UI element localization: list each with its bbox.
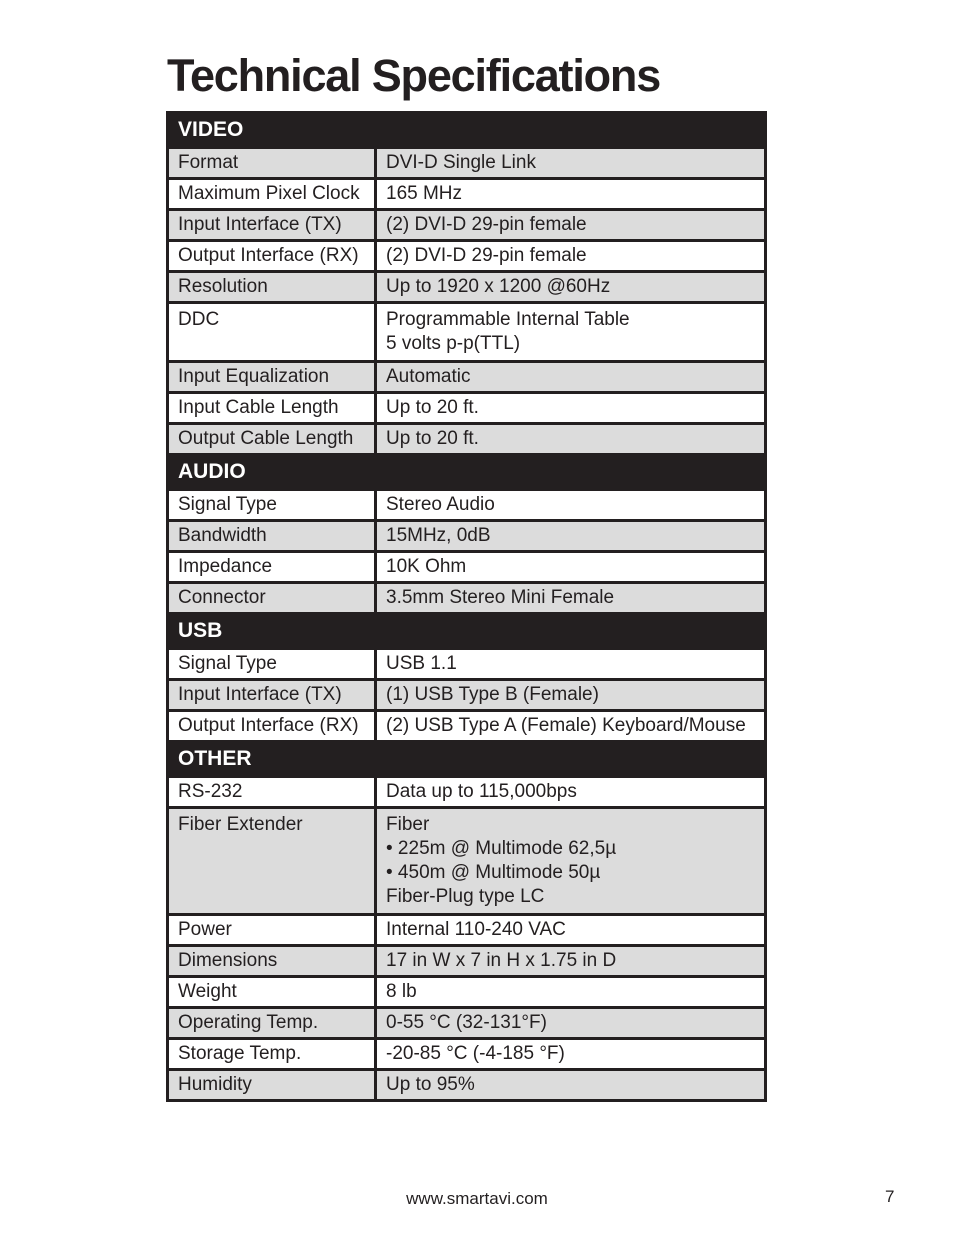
table-row — [168, 552, 766, 583]
spec-value: (2) DVI-D 29-pin female — [376, 210, 766, 241]
spec-value-line: Fiber — [386, 814, 430, 835]
spec-value: 8 lb — [376, 977, 766, 1008]
spec-value: Up to 20 ft. — [376, 424, 766, 455]
spec-label: Connector — [168, 583, 376, 614]
spec-table — [166, 111, 767, 1102]
spec-value: Stereo Audio — [376, 490, 766, 521]
spec-label: Storage Temp. — [168, 1039, 376, 1070]
table-row — [168, 680, 766, 711]
spec-value-line: Fiber-Plug type LC — [386, 886, 545, 907]
spec-value-line: 5 volts p-p(TTL) — [386, 333, 521, 354]
section-header-usb — [168, 614, 766, 649]
spec-label: Maximum Pixel Clock — [168, 179, 376, 210]
table-row — [168, 1039, 766, 1070]
spec-value: USB 1.1 — [376, 649, 766, 680]
spec-value: -20-85 °C (-4-185 °F) — [376, 1039, 766, 1070]
spec-label: Output Interface (RX) — [168, 241, 376, 272]
spec-value: 3.5mm Stereo Mini Female — [376, 583, 766, 614]
table-row — [168, 1070, 766, 1101]
spec-value: 15MHz, 0dB — [376, 521, 766, 552]
spec-label: RS-232 — [168, 777, 376, 808]
spec-value: Up to 1920 x 1200 @60Hz — [376, 272, 766, 303]
footer-url[interactable]: www.smartavi.com — [406, 1189, 548, 1208]
table-row — [168, 583, 766, 614]
table-row — [168, 362, 766, 393]
spec-value: (2) USB Type A (Female) Keyboard/Mouse — [376, 711, 766, 742]
spec-label: Dimensions — [168, 946, 376, 977]
spec-label: Signal Type — [168, 649, 376, 680]
spec-value: 10K Ohm — [376, 552, 766, 583]
spec-label: Impedance — [168, 552, 376, 583]
spec-value-line: • 450m @ Multimode 50µ — [386, 862, 601, 883]
spec-label: Input Cable Length — [168, 393, 376, 424]
spec-label: Output Interface (RX) — [168, 711, 376, 742]
spec-label: Signal Type — [168, 490, 376, 521]
spec-value: Automatic — [376, 362, 766, 393]
spec-label: DDC — [168, 303, 376, 362]
spec-label: Bandwidth — [168, 521, 376, 552]
section-heading: AUDIO — [168, 455, 766, 490]
spec-label: Humidity — [168, 1070, 376, 1101]
spec-label: Input Interface (TX) — [168, 680, 376, 711]
spec-value: (2) DVI-D 29-pin female — [376, 241, 766, 272]
spec-value: Internal 110-240 VAC — [376, 915, 766, 946]
table-row — [168, 711, 766, 742]
table-row — [168, 521, 766, 552]
spec-value-line: • 225m @ Multimode 62,5µ — [386, 838, 617, 859]
table-row — [168, 393, 766, 424]
section-header-audio — [168, 455, 766, 490]
spec-label: Weight — [168, 977, 376, 1008]
spec-value: Data up to 115,000bps — [376, 777, 766, 808]
section-header-video — [168, 113, 766, 148]
spec-table-body — [168, 113, 766, 1101]
table-row — [168, 210, 766, 241]
spec-value: (1) USB Type B (Female) — [376, 680, 766, 711]
table-row — [168, 1008, 766, 1039]
spec-label: Resolution — [168, 272, 376, 303]
spec-value: DVI-D Single Link — [376, 148, 766, 179]
spec-label: Power — [168, 915, 376, 946]
table-row — [168, 649, 766, 680]
spec-value: 0-55 °C (32-131°F) — [376, 1008, 766, 1039]
section-heading: VIDEO — [168, 113, 766, 148]
table-row — [168, 777, 766, 808]
table-row — [168, 272, 766, 303]
spec-value: 17 in W x 7 in H x 1.75 in D — [376, 946, 766, 977]
spec-value — [376, 303, 766, 362]
spec-value — [376, 808, 766, 915]
spec-label: Format — [168, 148, 376, 179]
table-row — [168, 808, 766, 915]
page-number: 7 — [885, 1187, 895, 1206]
spec-value: 165 MHz — [376, 179, 766, 210]
table-row — [168, 241, 766, 272]
table-row — [168, 490, 766, 521]
spec-label: Operating Temp. — [168, 1008, 376, 1039]
table-row — [168, 424, 766, 455]
table-row — [168, 915, 766, 946]
table-row — [168, 303, 766, 362]
table-row — [168, 946, 766, 977]
spec-value: Up to 20 ft. — [376, 393, 766, 424]
spec-label: Fiber Extender — [168, 808, 376, 915]
section-heading: OTHER — [168, 742, 766, 777]
spec-label: Output Cable Length — [168, 424, 376, 455]
table-row — [168, 179, 766, 210]
section-heading: USB — [168, 614, 766, 649]
table-row — [168, 148, 766, 179]
table-row — [168, 977, 766, 1008]
section-header-other — [168, 742, 766, 777]
spec-value: Up to 95% — [376, 1070, 766, 1101]
spec-value-line: Programmable Internal Table — [386, 309, 630, 330]
page-title: Technical Specifications — [167, 50, 661, 101]
spec-label: Input Equalization — [168, 362, 376, 393]
spec-label: Input Interface (TX) — [168, 210, 376, 241]
